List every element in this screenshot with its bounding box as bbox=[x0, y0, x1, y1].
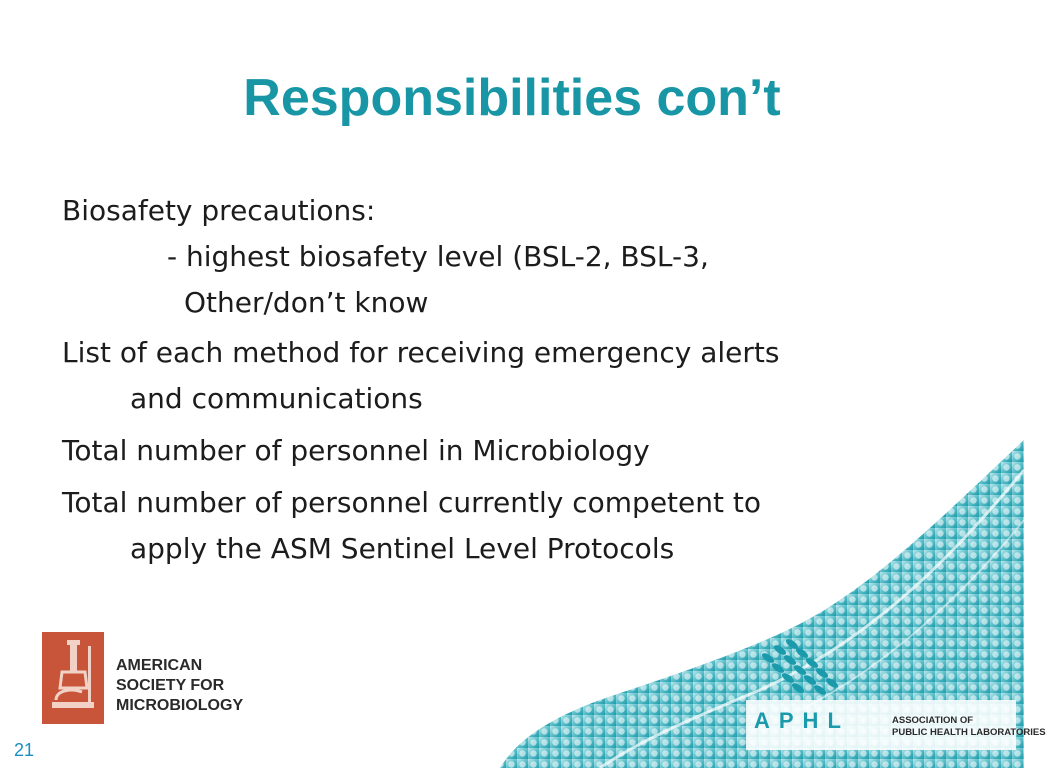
aphl-dots-icon bbox=[754, 636, 844, 708]
bullet-personnel-total bbox=[62, 428, 942, 474]
slide-number: 21 bbox=[14, 740, 35, 760]
aphl-logo bbox=[752, 636, 1046, 748]
bullet-line: Total number of personnel currently competent to bbox=[62, 486, 761, 519]
asm-logo-line: SOCIETY FOR bbox=[116, 677, 225, 694]
bullet-line: Total number of personnel in Microbiology bbox=[62, 434, 650, 467]
bullet-line: apply the ASM Sentinel Level Protocols bbox=[130, 532, 675, 565]
asm-logo bbox=[42, 632, 242, 728]
asm-logo-line: MICROBIOLOGY bbox=[116, 697, 244, 714]
bullet-personnel-competent bbox=[62, 480, 942, 572]
microscope-icon bbox=[42, 632, 104, 724]
bullet-line: and communications bbox=[130, 382, 423, 415]
bullet-line: List of each method for receiving emergency alerts bbox=[62, 336, 780, 369]
asm-logo-mark bbox=[42, 632, 104, 724]
bullet-line: Biosafety precautions: bbox=[62, 194, 376, 227]
aphl-name-line: ASSOCIATION OF bbox=[892, 715, 974, 726]
sub-bullet-line: Other/don’t know bbox=[184, 286, 429, 319]
aphl-acronym: APHL bbox=[754, 708, 850, 733]
slide-title: Responsibilities con’t bbox=[243, 69, 781, 127]
slide-body bbox=[62, 188, 942, 572]
aphl-full-name bbox=[892, 715, 1046, 739]
asm-logo-line: AMERICAN bbox=[116, 657, 203, 674]
sub-bullet-line: - highest biosafety level (BSL-2, BSL-3, bbox=[167, 240, 709, 273]
asm-logo-text bbox=[116, 656, 243, 716]
aphl-name-line: PUBLIC HEALTH LABORATORIES bbox=[892, 727, 1046, 738]
bullet-emergency-alerts bbox=[62, 330, 942, 422]
bullet-biosafety bbox=[62, 188, 942, 326]
